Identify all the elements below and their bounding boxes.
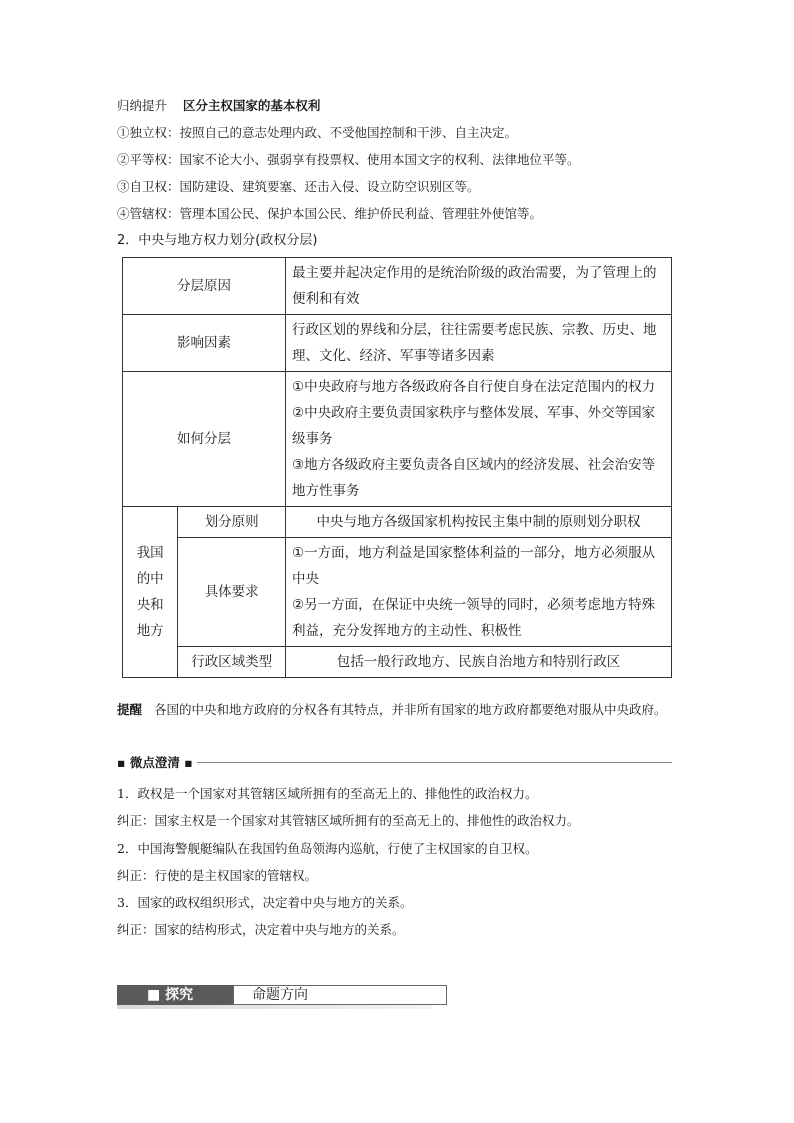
row-content-factors bbox=[286, 315, 672, 372]
square-bullet-icon: ■ bbox=[147, 987, 161, 1003]
text-line: ①一方面，地方利益是国家整体利益的一部分，地方必须服从 bbox=[292, 545, 656, 561]
clarify-line-2: 纠正：国家主权是一个国家对其管辖区域所拥有的至高无上的、排他性的政治权力。 bbox=[117, 813, 580, 828]
text-line: 央和 bbox=[136, 597, 164, 613]
table-row bbox=[123, 538, 672, 647]
summary-heading-title: 区分主权国家的基本权利 bbox=[182, 98, 321, 113]
row-head-factors: 影响因素 bbox=[123, 315, 286, 372]
table-row bbox=[123, 315, 672, 372]
row-head-how: 如何分层 bbox=[123, 372, 286, 507]
sub-content-requirements bbox=[286, 538, 672, 647]
text-line: 行政区划的界线和分层，往往需要考虑民族、宗教、历史、地 bbox=[292, 322, 657, 338]
sub-head-principle: 划分原则 bbox=[178, 507, 286, 538]
square-bullet-icon: ▪ bbox=[117, 755, 126, 770]
text-line: 便利和有效 bbox=[292, 291, 360, 307]
summary-heading-label: 归纳提升 bbox=[117, 98, 168, 113]
clarify-line-1: 1．政权是一个国家对其管辖区域所拥有的至高无上的、排他性的政治权力。 bbox=[117, 786, 538, 801]
text-line: 理、文化、经济、军事等诸多因素 bbox=[292, 348, 495, 364]
sub-head-region-types: 行政区域类型 bbox=[178, 647, 286, 678]
clarify-line-6: 纠正：国家的结构形式，决定着中央与地方的关系。 bbox=[117, 922, 405, 937]
text-line: ①中央政府与地方各级政府各自行使自身在法定范围内的权力 bbox=[292, 379, 656, 395]
summary-item-1: ①独立权：按照自己的意志处理内政、不受他国控制和干涉、自主决定。 bbox=[117, 125, 518, 140]
tip-paragraph bbox=[117, 697, 677, 723]
tip-label: 提醒 bbox=[117, 702, 143, 717]
section-2-title: 2．中央与地方权力划分(政权分层) bbox=[117, 233, 318, 248]
text-line: 利益，充分发挥地方的主动性、积极性 bbox=[292, 623, 522, 639]
clarify-line-5: 3．国家的政权组织形式，决定着中央与地方的关系。 bbox=[117, 895, 413, 910]
text-line: ③地方各级政府主要负责各自区域内的经济发展、社会治安等 bbox=[292, 457, 656, 473]
summary-heading bbox=[117, 97, 320, 115]
clarify-title: 微点澄清 bbox=[129, 755, 180, 770]
power-division-table bbox=[122, 257, 672, 678]
text-line: 我国 bbox=[136, 545, 164, 561]
table-row bbox=[123, 507, 672, 538]
text-line: 级事务 bbox=[292, 431, 333, 447]
sub-content-principle: 中央与地方各级国家机构按民主集中制的原则划分职权 bbox=[286, 507, 672, 538]
text-line: 地方性事务 bbox=[292, 483, 360, 499]
sub-head-requirements: 具体要求 bbox=[178, 538, 286, 647]
explore-tab-bar bbox=[117, 985, 432, 1009]
tip-text: 各国的中央和地方政府的分权各有其特点，并非所有国家的地方政府都要绝对服从中央政府。 bbox=[153, 702, 667, 717]
row-content-how bbox=[286, 372, 672, 507]
text-line: ②中央政府主要负责国家秩序与整体发展、军事、外交等国家 bbox=[292, 405, 656, 421]
text-line: ②另一方面，在保证中央统一领导的同时，必须考虑地方特殊 bbox=[292, 597, 656, 613]
clarify-section-header bbox=[117, 754, 672, 772]
text-line: 最主要并起决定作用的是统治阶级的政治需要，为了管理上的 bbox=[292, 265, 657, 281]
clarify-line-3: 2．中国海警舰艇编队在我国钓鱼岛领海内巡航，行使了主权国家的自卫权。 bbox=[117, 841, 538, 856]
row-head-reason: 分层原因 bbox=[123, 258, 286, 315]
topic-direction-label: 命题方向 bbox=[252, 987, 308, 1003]
clarify-header bbox=[117, 754, 193, 772]
clarify-line-4: 纠正：行使的是主权国家的管辖权。 bbox=[117, 868, 318, 883]
table-row bbox=[123, 372, 672, 507]
square-bullet-icon: ▪ bbox=[184, 755, 193, 770]
sub-content-region-types: 包括一般行政地方、民族自治地方和特别行政区 bbox=[286, 647, 672, 678]
explore-tab-label: 探究 bbox=[165, 987, 194, 1003]
explore-tab bbox=[117, 985, 233, 1005]
text-line: 地方 bbox=[136, 623, 164, 639]
group-head-china bbox=[123, 507, 178, 678]
table-row bbox=[123, 258, 672, 315]
summary-item-3: ③自卫权：国防建设、建筑要塞、还击入侵、设立防空识别区等。 bbox=[117, 179, 480, 194]
text-line: 的中 bbox=[136, 571, 164, 587]
summary-item-2: ②平等权：国家不论大小、强弱享有投票权、使用本国文字的权利、法律地位平等。 bbox=[117, 152, 580, 167]
text-line: 中央 bbox=[292, 571, 319, 587]
topic-direction-tab bbox=[233, 985, 447, 1005]
divider bbox=[197, 762, 672, 763]
table-row bbox=[123, 647, 672, 678]
row-content-reason bbox=[286, 258, 672, 315]
summary-item-4: ④管辖权：管理本国公民、保护本国公民、维护侨民利益、管理驻外使馆等。 bbox=[117, 206, 543, 221]
